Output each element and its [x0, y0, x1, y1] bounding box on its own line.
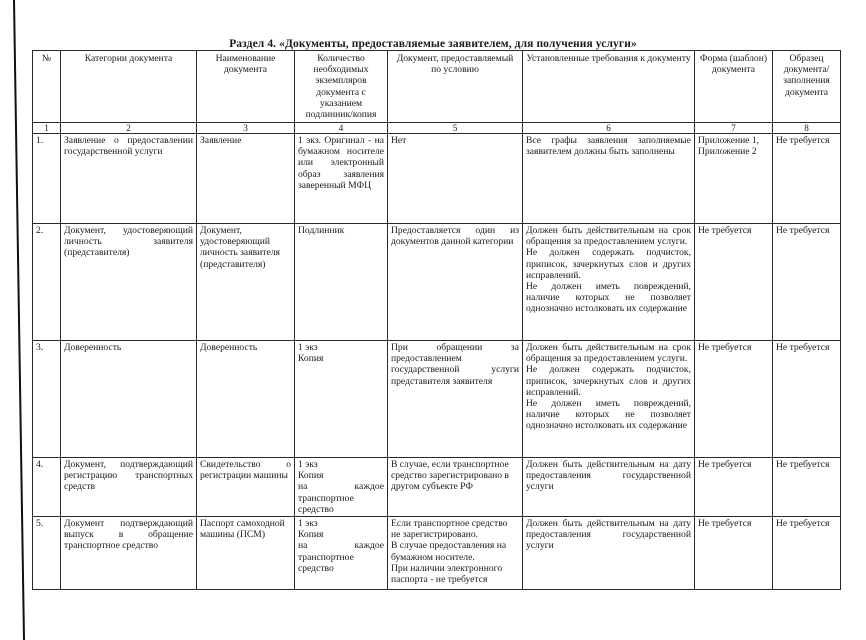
requirement-line: Должен быть действительным на срок обращения за предоставлением услуги.	[526, 342, 691, 365]
quantity-line: 1 экз	[298, 459, 318, 470]
column-number: 6	[523, 123, 695, 134]
document-category: Документ подтверждающий выпуск в обращение транспортное средство	[61, 517, 197, 590]
document-conditional: Нет	[388, 134, 523, 224]
document-requirements: Должен быть действительным на дату предоставления государственной услуги	[523, 458, 695, 517]
table-row	[33, 517, 841, 590]
requirement-line: Не должен иметь повреждений, наличие которых не позволяет однозначно истолковать их содержание	[526, 281, 691, 315]
header-requirements: Установленные требования к документу	[523, 51, 695, 123]
requirement-line: Не должен содержать подчисток, приписок, зачеркнутых слов и других исправлений.	[526, 247, 691, 281]
column-number-row	[33, 123, 841, 134]
requirement-line: Должен быть действительным на срок обращения за предоставлением услуги.	[526, 225, 691, 248]
document-requirements: Все графы заявления заполняемые заявителем должны быть заполнены	[523, 134, 695, 224]
document-form: Приложение 1, Приложение 2	[695, 134, 773, 224]
document-conditional: При обращении за предоставлением государственной услуги представителя заявителя	[388, 341, 523, 458]
row-number: 2.	[33, 224, 61, 341]
document-sample: Не требуется	[773, 458, 841, 517]
conditional-line: При наличии электронного паспорта - не требуется	[391, 562, 503, 586]
document-conditional	[388, 517, 523, 590]
document-requirements	[523, 341, 695, 458]
header-quantity: Количество необходимых экземпляров документа с указанием подлинник/копия	[295, 51, 388, 123]
requirement-line: Не должен иметь повреждений, наличие которых не позволяет однозначно истолковать их содержание	[526, 398, 691, 432]
document-quantity	[295, 517, 388, 590]
column-number: 7	[695, 123, 773, 134]
conditional-line: В случае предоставления на бумажном носителе.	[391, 540, 507, 563]
quantity-line: 1 экз	[298, 342, 318, 353]
quantity-line: Копия	[298, 529, 324, 541]
document-quantity: Подлинник	[295, 224, 388, 341]
header-category: Категории документа	[61, 51, 197, 123]
row-number: 4.	[33, 458, 61, 517]
document-category: Документ, удостоверяющий личность заявителя (представителя)	[61, 224, 197, 341]
document-name: Доверенность	[197, 341, 295, 458]
column-number: 5	[388, 123, 523, 134]
document-sample: Не требуется	[773, 224, 841, 341]
table-row	[33, 134, 841, 224]
document-form: Не требуется	[695, 224, 773, 341]
table-row	[33, 224, 841, 341]
document-quantity: 1 экз. Оригинал - на бумажном носителе или электронный образ заявления заверенный МФЦ	[295, 134, 388, 224]
column-number: 2	[61, 123, 197, 134]
document-form: Не требуется	[695, 517, 773, 590]
documents-table	[32, 50, 841, 590]
quantity-line: на каждое транспортное средство	[298, 540, 384, 574]
document-name: Документ, удостоверяющий личность заявителя (представителя)	[197, 224, 295, 341]
quantity-line: 1 экз	[298, 518, 318, 530]
column-number: 8	[773, 123, 841, 134]
document-conditional: В случае, если транспортное средство зарегистрировано в другом субъекте РФ	[388, 458, 523, 517]
document-form: Не требуется	[695, 458, 773, 517]
column-number: 3	[197, 123, 295, 134]
quantity-line: на каждое транспортное средство	[298, 481, 384, 515]
document-sample: Не требуется	[773, 134, 841, 224]
document-quantity	[295, 458, 388, 517]
header-conditional: Документ, предоставляемый по условию	[388, 51, 523, 123]
section-title: Раздел 4. «Документы, предоставляемые заявителем, для получения услуги»	[229, 38, 637, 50]
document-requirements: Должен быть действительным на дату предоставления государственной услуги	[523, 517, 695, 590]
document-conditional: Предоставляется один из документов данной категории	[388, 224, 523, 341]
table-row	[33, 341, 841, 458]
table-row	[33, 458, 841, 517]
row-number: 1.	[33, 134, 61, 224]
document-category: Документ, подтверждающий регистрацию транспортных средств	[61, 458, 197, 517]
header-form: Форма (шаблон) документа	[695, 51, 773, 123]
quantity-line: Копия	[298, 470, 324, 482]
row-number: 3.	[33, 341, 61, 458]
document-category: Заявление о предоставлении государственной услуги	[61, 134, 197, 224]
column-number: 1	[33, 123, 61, 134]
document-category: Доверенность	[61, 341, 197, 458]
header-sample: Образец документа/заполнения документа	[773, 51, 841, 123]
header-name: Наименование документа	[197, 51, 295, 123]
conditional-line: Если транспортное средство не зарегистрировано.	[391, 518, 508, 541]
column-number: 4	[295, 123, 388, 134]
document-name: Паспорт самоходной машины (ПСМ)	[197, 517, 295, 590]
document-name: Свидетельство о регистрации машины	[197, 458, 295, 517]
document-requirements	[523, 224, 695, 341]
requirement-line: Не должен содержать подчисток, приписок, зачеркнутых слов и других исправлений.	[526, 364, 691, 398]
document-sample: Не требуется	[773, 341, 841, 458]
quantity-line: Копия	[298, 353, 324, 365]
document-quantity	[295, 341, 388, 458]
header-num: №	[33, 51, 61, 123]
document-form: Не требуется	[695, 341, 773, 458]
row-number: 5.	[33, 517, 61, 590]
document-sample: Не требуется	[773, 517, 841, 590]
document-name: Заявление	[197, 134, 295, 224]
header-row	[33, 51, 841, 123]
